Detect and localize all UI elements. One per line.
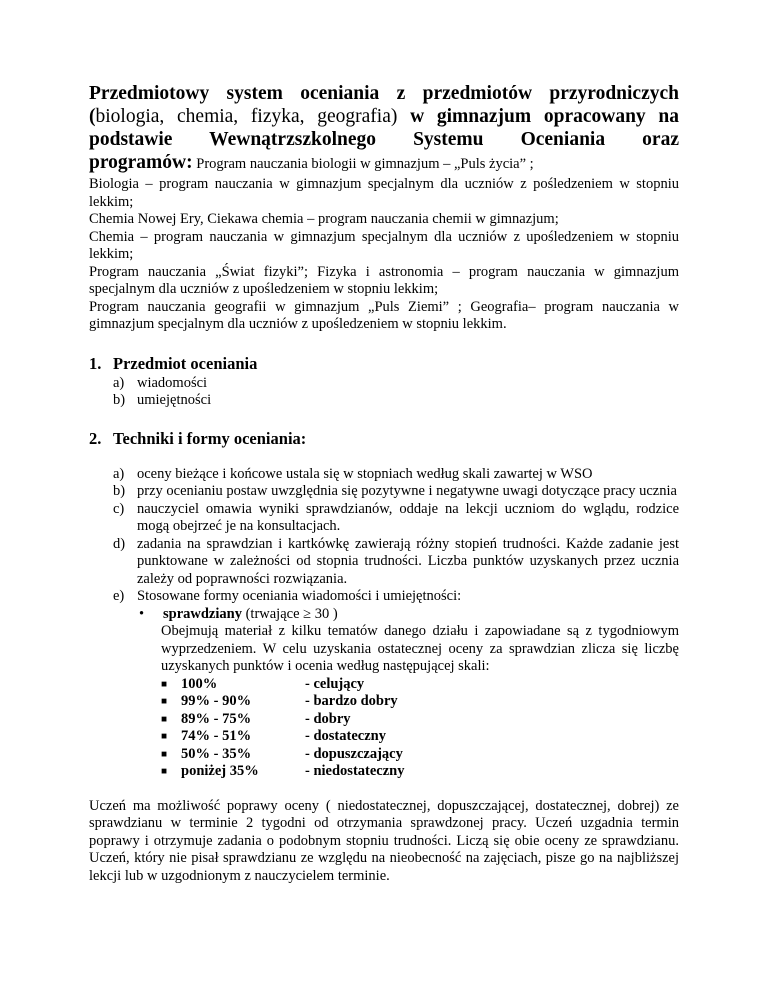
program-item: Biologia – program nauczania w gimnazjum specjalnym dla uczniów z pośledzeniem w stopniu lekkim;: [89, 176, 679, 210]
title-colon: :: [186, 152, 193, 173]
grade-row: ■ 99% - 90% - bardzo dobry: [161, 693, 398, 709]
section-1-list: [113, 375, 679, 410]
section-1-heading: [89, 354, 679, 374]
list-item: e) Stosowane formy oceniania wiadomości i umiejętności:: [113, 588, 462, 604]
section-2-number: 2.: [89, 428, 102, 448]
grade-row: ■ 50% - 35% - dopuszczający: [161, 745, 403, 762]
section-2-title: Techniki i formy oceniania:: [113, 428, 307, 448]
section-1-title: Przedmiot oceniania: [113, 353, 258, 373]
title-line-1: Przedmiotowy system oceniania z przedmiotów przyrodniczych: [89, 83, 679, 104]
square-bullet-icon: ■: [161, 766, 168, 777]
list-item: b) przy ocenianiu postaw uwzględnia się pozytywne i negatywne uwagi dotyczące pracy ucznia: [113, 483, 677, 499]
tests-label: sprawdziany: [163, 605, 242, 622]
square-bullet-icon: ■: [161, 713, 168, 725]
square-bullet-icon: ■: [161, 748, 168, 760]
program-list: [89, 176, 679, 334]
title-line-2: [89, 105, 679, 128]
tests-duration: (trwające ≥ 30 ): [241, 605, 338, 622]
program-biology: Program nauczania biologii w gimnazjum – „Puls życia” ;: [192, 156, 534, 172]
title-programs-word: programów: [89, 152, 187, 173]
bullet-icon: •: [139, 605, 145, 622]
title-line-3: podstawie Wewnątrzszkolnego Systemu Oceniania oraz: [89, 129, 679, 150]
retake-paragraph: Uczeń ma możliwość poprawy oceny ( niedostatecznej, dopuszczającej, dostatecznej, dobrej) ze sprawdzianu w terminie 2 tygodni od otrzymania sprawdzonej pracy. Uczeń uzgadnia termin poprawy i otrzymuje zadania o podobnym stopniu trudności. Liczą się obie oceny ze sprawdzianu. Uczeń, który nie pisał sprawdzianu ze względu na nieobecność na zajęciach, pisze go na najbliższej lekcji lub w uzgodnionym z nauczycielem terminie.: [89, 797, 679, 884]
list-item: a) oceny bieżące i końcowe ustala się w stopniach według skali zawartej w WSO: [113, 465, 593, 482]
program-item: Chemia – program nauczania w gimnazjum specjalnym dla uczniów z upośledzeniem w stopniu lekkim;: [89, 228, 679, 262]
grade-row: ■ poniżej 35% - niedostateczny: [161, 763, 405, 779]
list-item: c) nauczyciel omawia wyniki sprawdzianów, oddaje na lekcji uczniom do wglądu, rodzice mogą obejrzeć je na konsultacjach.: [113, 500, 679, 534]
grade-row: ■ 89% - 75% - dobry: [161, 710, 351, 727]
section-2-heading: [89, 429, 679, 449]
title-open-paren: (: [89, 106, 96, 127]
program-item: Program nauczania geografii w gimnazjum „Puls Ziemi” ; Geografia– program nauczania w gimnazjum specjalnym dla uczniów z upośledzeniem w stopniu lekkim.: [89, 298, 679, 332]
title-line-2-rest: w gimnazjum opracowany na: [410, 106, 680, 127]
list-item: d) zadania na sprawdzian i kartkówkę zawierają różny stopień trudności. Każde zadanie jest punktowane w zależności od stopnia trudności. Liczba punktów uzyskanych przez ucznia zależy od poprawności rozwiązania.: [113, 535, 679, 587]
title-line-4: [89, 151, 679, 176]
square-bullet-icon: ■: [161, 731, 168, 742]
section-2-list: [113, 466, 679, 606]
grade-scale: [161, 676, 679, 781]
list-item: a) wiadomości: [113, 374, 208, 391]
square-bullet-icon: ■: [161, 696, 168, 707]
square-bullet-icon: ■: [161, 678, 168, 690]
list-item: b) umiejętności: [113, 392, 212, 408]
tests-block: [137, 606, 679, 781]
grade-row: ■ 74% - 51% - dostateczny: [161, 728, 386, 744]
tests-description: Obejmują materiał z kilku tematów danego działu i zapowiadane są z tygodniowym wyprzedzeniem. W celu uzyskania ostatecznej oceny za sprawdzian zlicza się liczbę uzyskanych punktów i ocenia według następującej skali:: [161, 623, 679, 674]
document-page: [89, 82, 679, 885]
title-subjects: biologia, chemia, fizyka, geografia): [95, 106, 398, 127]
section-1-number: 1.: [89, 353, 102, 373]
program-item: Chemia Nowej Ery, Ciekawa chemia – program nauczania chemii w gimnazjum;: [89, 211, 559, 227]
tests-bullet: [137, 606, 679, 624]
grade-row: ■ 100% - celujący: [161, 675, 365, 692]
program-item: Program nauczania „Świat fizyki”; Fizyka i astronomia – program nauczania w gimnazjum specjalnym dla uczniów z upośledzeniem w stopniu lekkim;: [89, 263, 679, 297]
